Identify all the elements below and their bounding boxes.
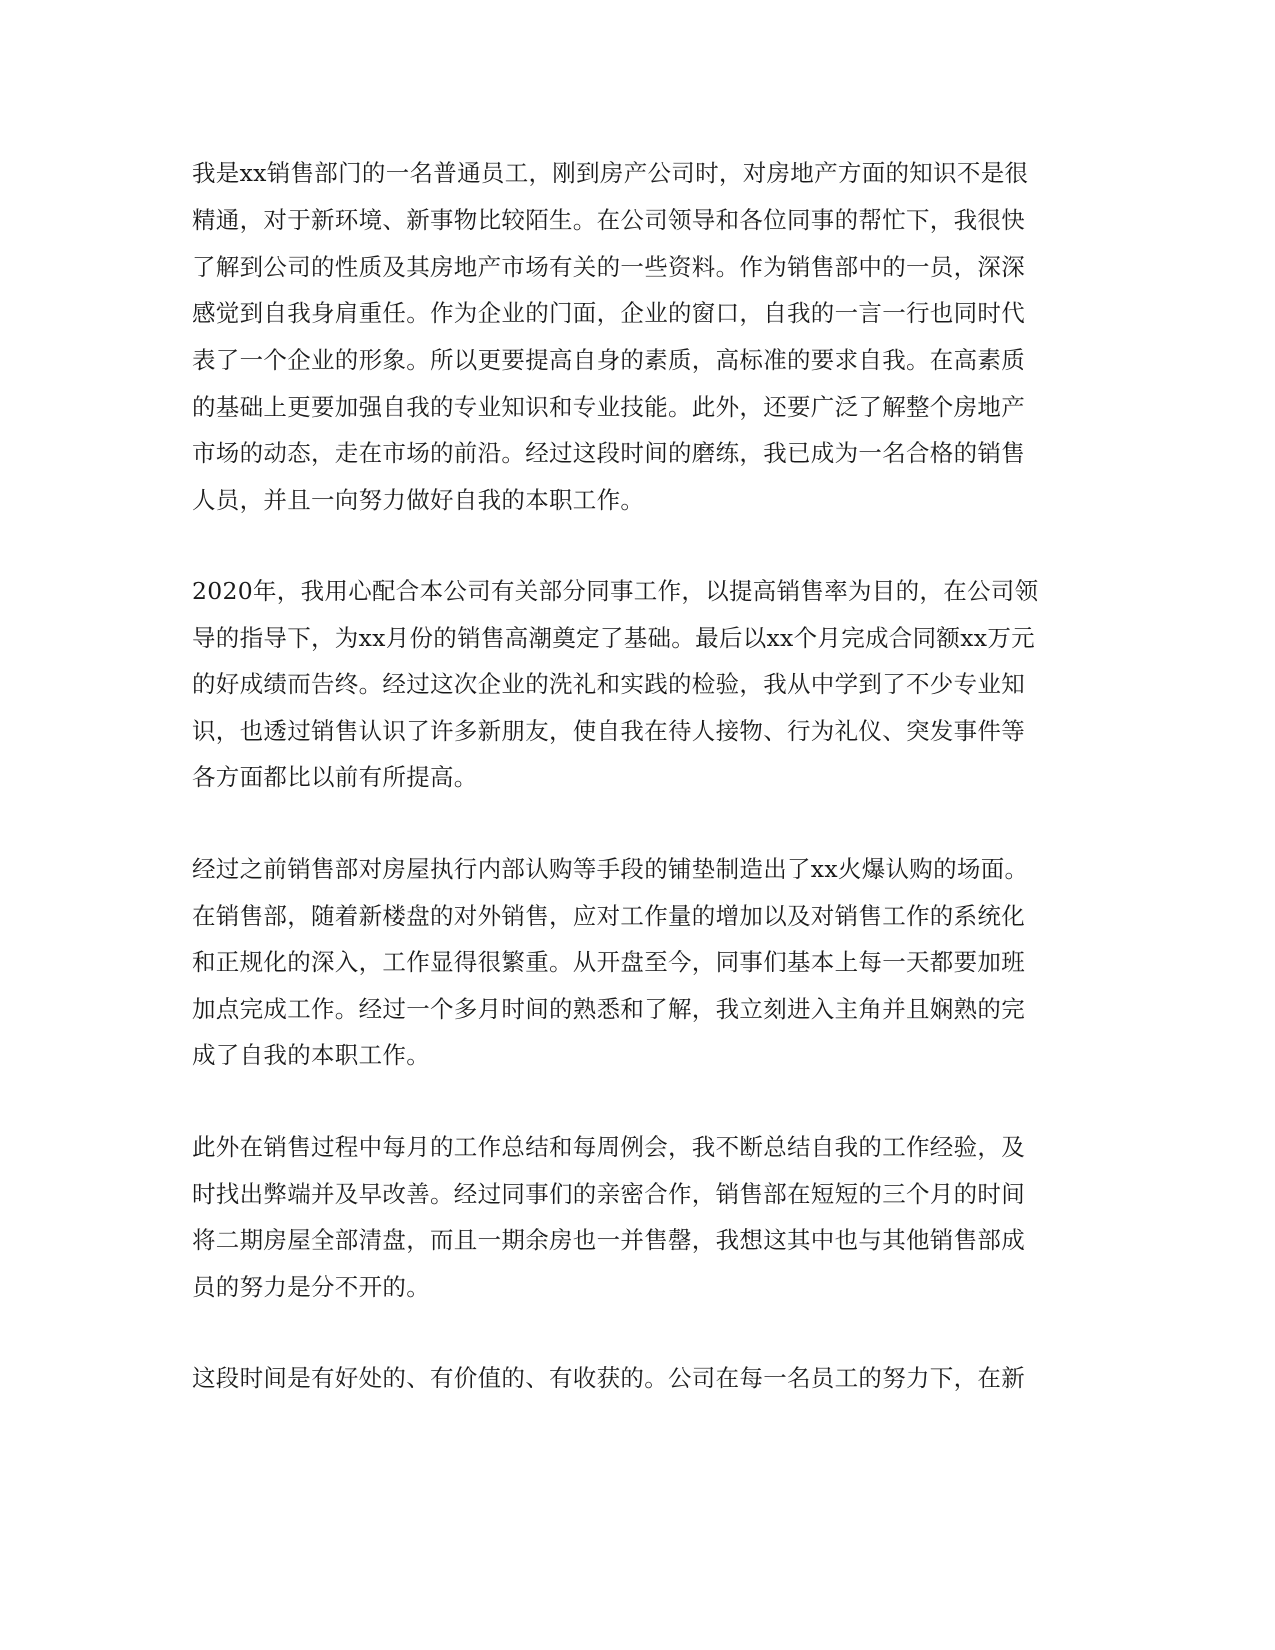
text-line: 我是xx销售部门的一名普通员工，刚到房产公司时，对房地产方面的知识不是很 [192,159,1029,187]
text-line: 成了自我的本职工作。 [192,1041,430,1069]
text-line: 加点完成工作。经过一个多月时间的熟悉和了解，我立刻进入主角并且娴熟的完 [192,995,1025,1023]
text-line: 和正规化的深入，工作显得很繁重。从开盘至今，同事们基本上每一天都要加班 [192,948,1025,976]
text-line: 表了一个企业的形象。所以更要提高自身的素质，高标准的要求自我。在高素质 [192,346,1025,374]
text-line: 此外在销售过程中每月的工作总结和每周例会，我不断总结自我的工作经验，及 [192,1133,1025,1161]
text-line: 识，也透过销售认识了许多新朋友，使自我在待人接物、行为礼仪、突发事件等 [192,717,1025,745]
text-line: 精通，对于新环境、新事物比较陌生。在公司领导和各位同事的帮忙下，我很快 [192,206,1025,234]
text-line: 导的指导下，为xx月份的销售高潮奠定了基础。最后以xx个月完成合同额xx万元 [192,624,1035,652]
text-line: 的好成绩而告终。经过这次企业的洗礼和实践的检验，我从中学到了不少专业知 [192,670,1025,698]
text-line: 市场的动态，走在市场的前沿。经过这段时间的磨练，我已成为一名合格的销售 [192,439,1025,467]
text-line: 将二期房屋全部清盘，而且一期余房也一并售罄，我想这其中也与其他销售部成 [192,1226,1025,1254]
text-line: 2020年，我用心配合本公司有关部分同事工作，以提高销售率为目的，在公司领 [192,577,1039,605]
text-line: 感觉到自我身肩重任。作为企业的门面，企业的窗口，自我的一言一行也同时代 [192,299,1025,327]
text-line: 各方面都比以前有所提高。 [192,763,478,791]
text-line: 的基础上更要加强自我的专业知识和专业技能。此外，还要广泛了解整个房地产 [192,393,1025,421]
text-line: 在销售部，随着新楼盘的对外销售，应对工作量的增加以及对销售工作的系统化 [192,902,1025,930]
text-line: 时找出弊端并及早改善。经过同事们的亲密合作，销售部在短短的三个月的时间 [192,1180,1025,1208]
text-line: 员的努力是分不开的。 [192,1273,430,1301]
text-line: 人员，并且一向努力做好自我的本职工作。 [192,486,645,514]
text-line: 这段时间是有好处的、有价值的、有收获的。公司在每一名员工的努力下，在新 [192,1364,1025,1392]
text-line: 经过之前销售部对房屋执行内部认购等手段的铺垫制造出了xx火爆认购的场面。 [192,855,1029,883]
text-line: 了解到公司的性质及其房地产市场有关的一些资料。作为销售部中的一员，深深 [192,253,1025,281]
